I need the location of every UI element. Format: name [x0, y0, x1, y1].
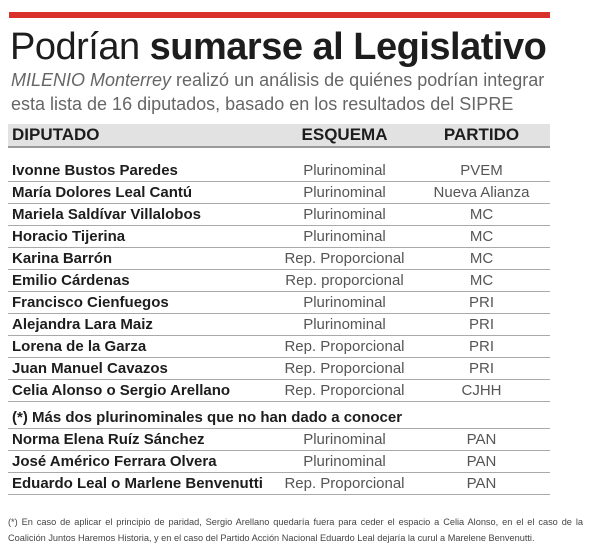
cell-esquema: Rep. Proporcional: [284, 250, 405, 267]
table-row: [8, 429, 550, 451]
cell-esquema: Rep. Proporcional: [284, 360, 405, 377]
table-row: [8, 182, 550, 204]
cell-esquema: Rep. proporcional: [285, 272, 404, 289]
header-diputado: DIPUTADO: [12, 125, 100, 144]
cell-diputado: Emilio Cárdenas: [12, 272, 130, 289]
cell-diputado: Juan Manuel Cavazos: [12, 360, 168, 377]
cell-diputado: Norma Elena Ruíz Sánchez: [12, 431, 205, 448]
cell-esquema: Plurinominal: [303, 453, 386, 470]
cell-diputado: Francisco Cienfuegos: [12, 294, 169, 311]
cell-partido: PAN: [466, 453, 497, 470]
table-row: [8, 226, 550, 248]
top-accent-bar: [9, 12, 550, 18]
table-row: [8, 204, 550, 226]
cell-diputado: Celia Alonso o Sergio Arellano: [12, 382, 231, 399]
cell-partido: Nueva Alianza: [433, 184, 530, 201]
cell-partido: PRI: [468, 360, 494, 377]
deputies-table: [8, 124, 550, 495]
cell-esquema: Plurinominal: [303, 316, 386, 333]
cell-partido: CJHH: [461, 382, 502, 399]
cell-esquema: Rep. Proporcional: [284, 382, 405, 399]
table-row: [8, 160, 550, 182]
cell-partido: PAN: [466, 431, 497, 448]
title-light: Podrían: [10, 26, 150, 68]
cell-partido: MC: [469, 228, 494, 245]
cell-diputado: Horacio Tijerina: [12, 228, 126, 245]
subtitle-text: realizó un análisis de quiénes podrían integrar esta lista de 16 diputados, basado en los resultados del SIPRE: [11, 70, 545, 114]
cell-partido: PRI: [468, 338, 494, 355]
cell-esquema: Plurinominal: [303, 294, 386, 311]
cell-diputado: Lorena de la Garza: [12, 338, 147, 355]
table-header: [8, 124, 550, 148]
subtitle-source: MILENIO Monterrey: [11, 70, 172, 90]
cell-esquema: Rep. Proporcional: [284, 338, 405, 355]
cell-partido: PRI: [468, 316, 494, 333]
title-bold: sumarse al Legislativo: [149, 26, 547, 68]
cell-esquema: Rep. Proporcional: [284, 475, 405, 492]
table-row: [8, 380, 550, 402]
cell-diputado: María Dolores Leal Cantú: [12, 184, 193, 201]
cell-esquema: Plurinominal: [303, 206, 386, 223]
table-row: [8, 473, 550, 495]
cell-diputado: Mariela Saldívar Villalobos: [12, 206, 201, 223]
cell-partido: MC: [469, 250, 494, 267]
table-row: [8, 336, 550, 358]
subtitle: [11, 68, 571, 116]
table-row: [8, 451, 550, 473]
cell-partido: MC: [469, 272, 494, 289]
cell-esquema: Plurinominal: [303, 162, 386, 179]
table-row: [8, 358, 550, 380]
header-esquema: ESQUEMA: [301, 125, 388, 144]
cell-diputado: Alejandra Lara Maiz: [12, 316, 153, 333]
cell-partido: MC: [469, 206, 494, 223]
table-row: [8, 314, 550, 336]
table-row: [8, 292, 550, 314]
cell-diputado: José Américo Ferrara Olvera: [12, 453, 217, 470]
header-partido: PARTIDO: [443, 125, 520, 144]
cell-diputado: Ivonne Bustos Paredes: [12, 162, 178, 179]
cell-diputado: Eduardo Leal o Marlene Benvenutti: [12, 475, 263, 492]
cell-esquema: Plurinominal: [303, 431, 386, 448]
cell-esquema: Plurinominal: [303, 228, 386, 245]
table-row: [8, 270, 550, 292]
cell-diputado: Karina Barrón: [12, 250, 113, 267]
page-title: [10, 24, 546, 70]
cell-esquema: Plurinominal: [303, 184, 386, 201]
table-note: (*) Más dos plurinominales que no han dado a conocer: [8, 406, 550, 429]
cell-partido: PRI: [468, 294, 494, 311]
cell-partido: PAN: [466, 475, 497, 492]
footnote: (*) En caso de aplicar el principio de paridad, Sergio Arellano quedaría fuera para ceder el espacio a Celia Alonso, en el el caso de la Coalición Juntos Haremos Historia, y en el caso del Partido Acción Nacional Eduardo Leal dejaría la curul a Marelene Benvenutti.: [8, 517, 583, 543]
cell-partido: PVEM: [460, 162, 503, 179]
table-row: [8, 248, 550, 270]
